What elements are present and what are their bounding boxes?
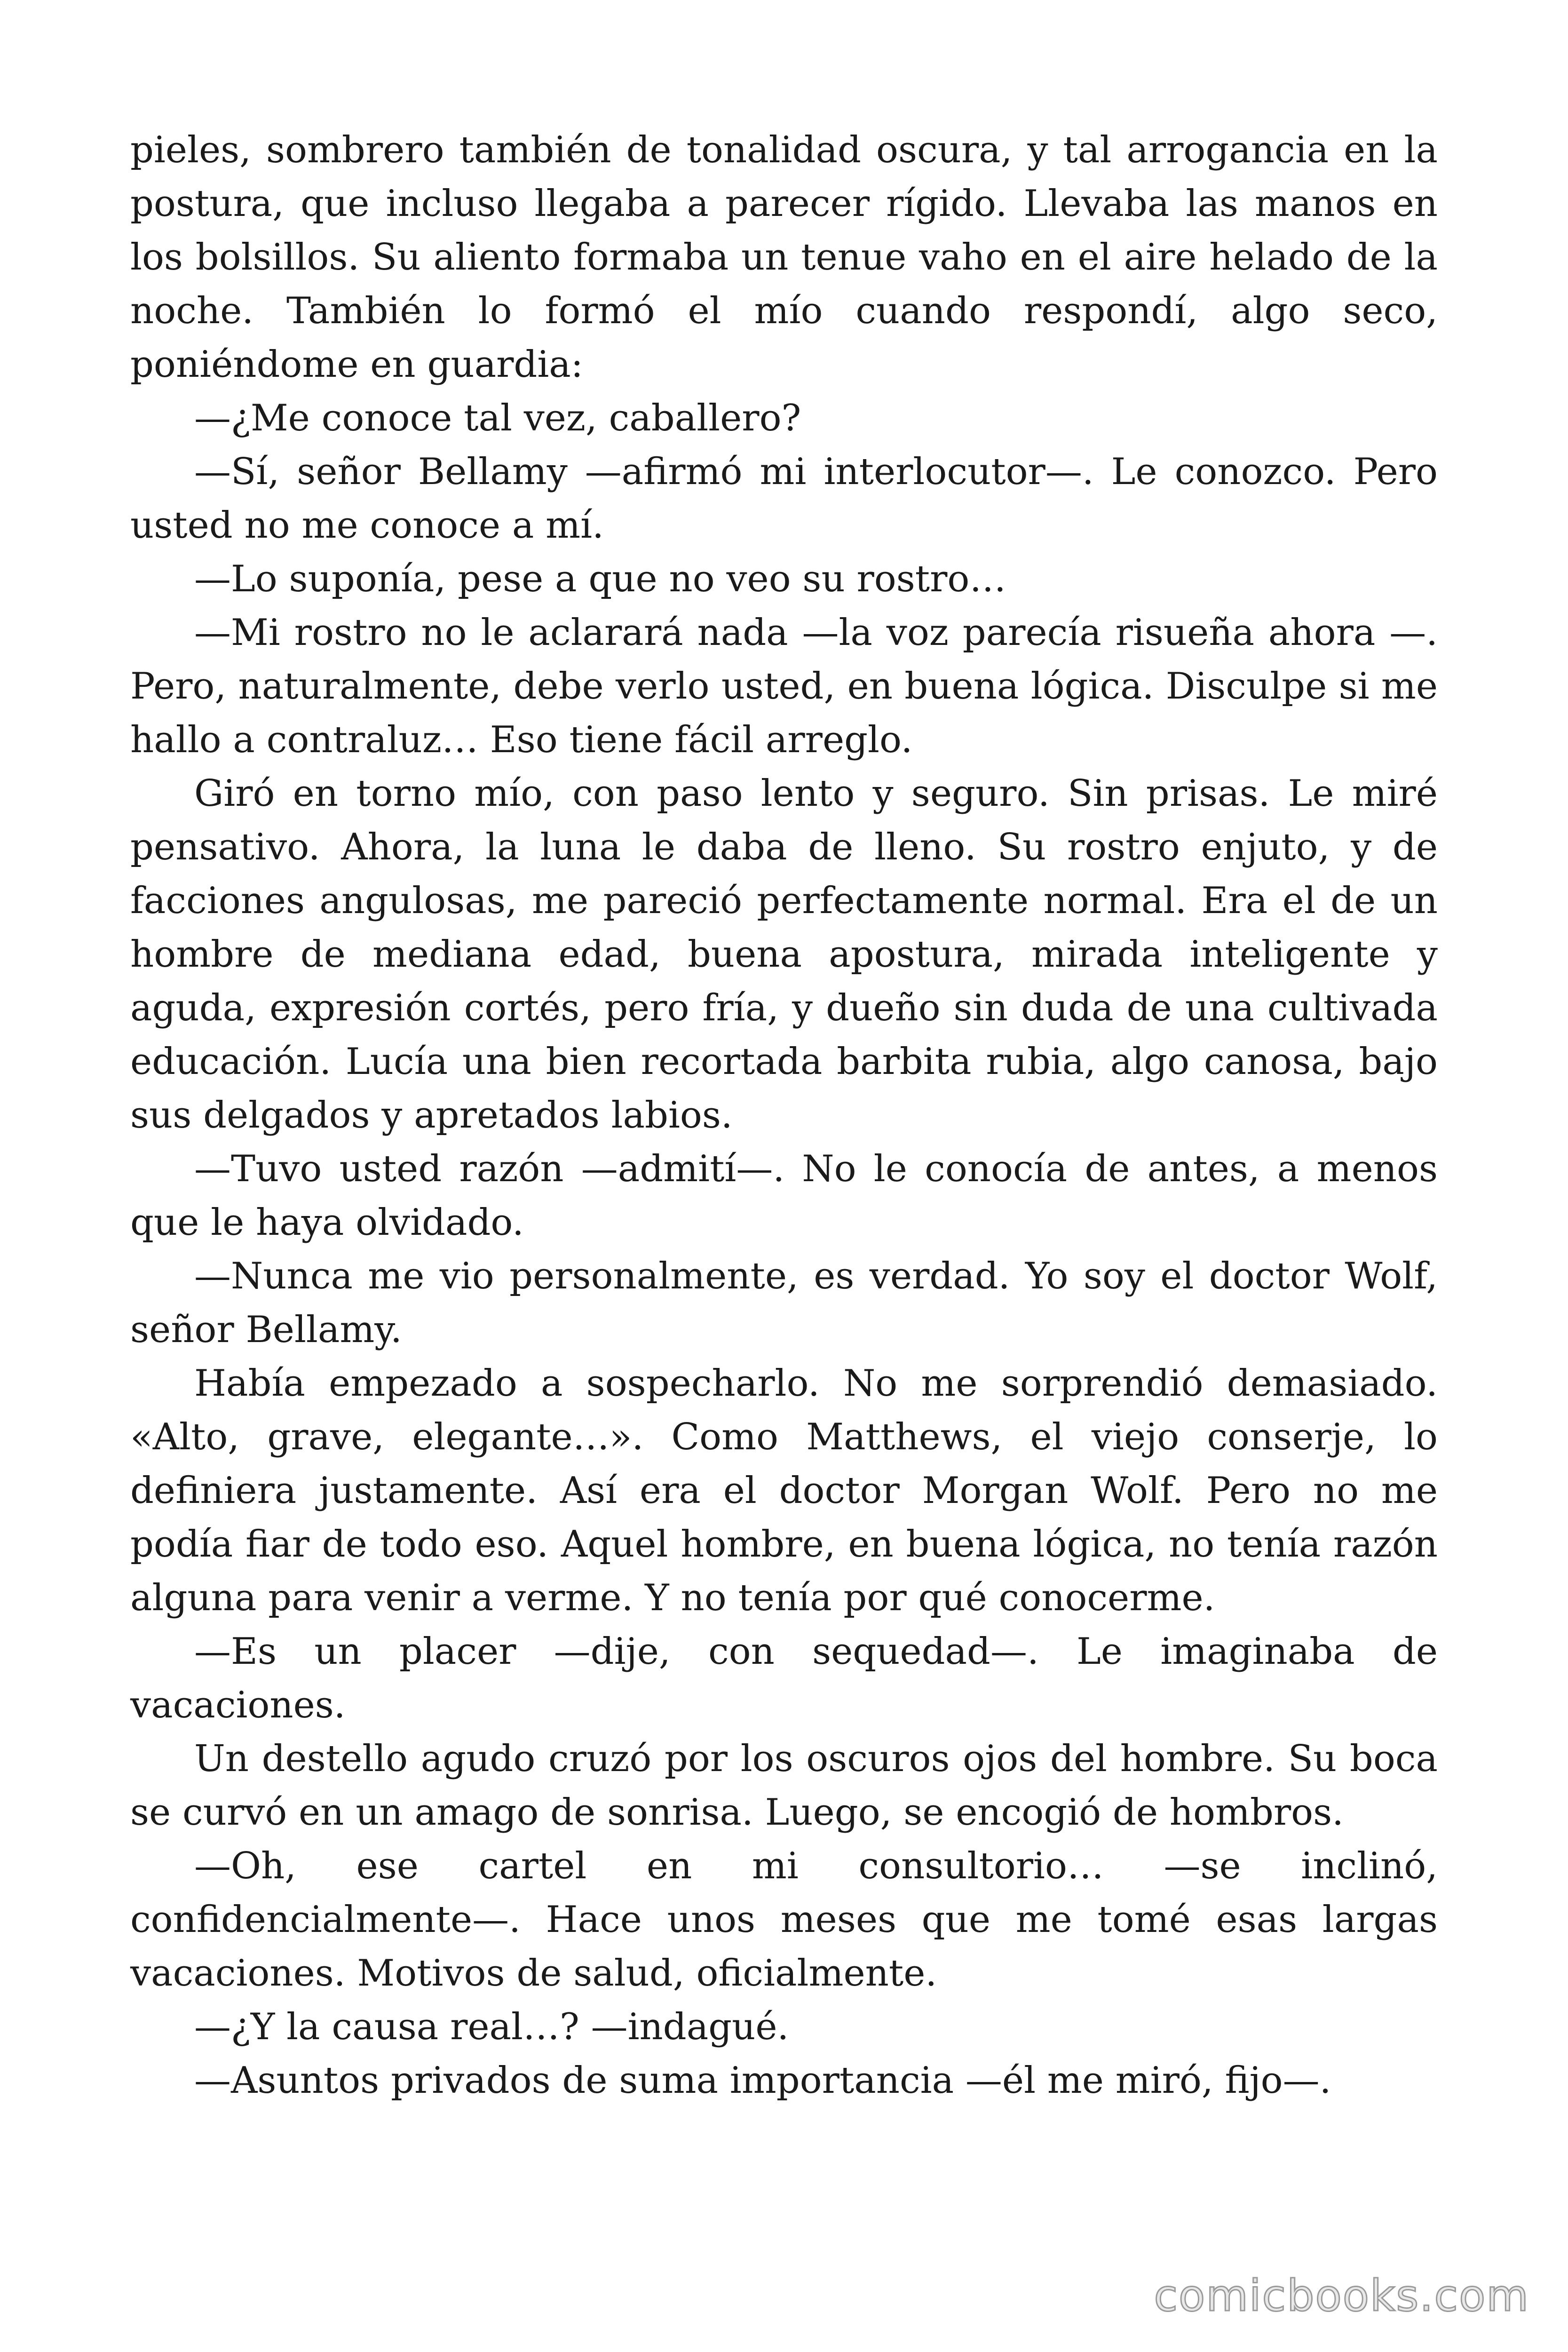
paragraph-12: —Oh, ese cartel en mi consultorio… —se inclinó, confidencialmente—. Hace unos meses que me tomé esas largas vacaciones. Motivos de salud, oficialmente. — [130, 1845, 1438, 1994]
paragraph-3: —Sí, señor Bellamy —afirmó mi interlocutor—. Le conozco. Pero usted no me conoce a mí. — [130, 451, 1438, 547]
paragraph-7: —Tuvo usted razón —admití—. No le conocía de antes, a menos que le haya olvidado. — [130, 1148, 1438, 1244]
paragraph-2: —¿Me conoce tal vez, caballero? — [194, 397, 801, 439]
paragraph-6: Giró en torno mío, con paso lento y seguro. Sin prisas. Le miré pensativo. Ahora, la luna le daba de lleno. Su rostro enjuto, y de facciones angulosas, me pareció perfectamente normal. Era el de un hombre de mediana edad, buena apostura, mirada inteligente y aguda, expresión cortés, pero fría, y dueño sin duda de una cultivada educación. Lucía una bien recortada barbita rubia, algo canosa, bajo sus delgados y apretados labios. — [130, 772, 1438, 1136]
paragraph-14: —Asuntos privados de suma importancia —él me miró, fijo—. — [194, 2059, 1331, 2102]
paragraph-13: —¿Y la causa real…? —indagué. — [194, 2006, 789, 2048]
paragraph-9: Había empezado a sospecharlo. No me sorprendió demasiado. «Alto, grave, elegante…». Como Matthews, el viejo conserje, lo definiera justamente. Así era el doctor Morgan Wolf. Pero no me podía fiar de todo eso. Aquel hombre, en buena lógica, no tenía razón alguna para venir a verme. Y no tenía por qué conocerme. — [130, 1362, 1438, 1619]
paragraph-10: —Es un placer —dije, con sequedad—. Le imaginaba de vacaciones. — [130, 1630, 1438, 1726]
watermark: comicbooks.com — [1154, 2271, 1529, 2321]
book-page-text — [130, 123, 1438, 2107]
paragraph-4: —Lo suponía, pese a que no veo su rostro… — [194, 558, 1006, 600]
paragraph-1: pieles, sombrero también de tonalidad oscura, y tal arrogancia en la postura, que incluso llegaba a parecer rígido. Llevaba las manos en los bolsillos. Su aliento formaba un tenue vaho en el aire helado de la noche. También lo formó el mío cuando respondí, algo seco, poniéndome en guardia: — [130, 129, 1438, 386]
paragraph-8: —Nunca me vio personalmente, es verdad. Yo soy el doctor Wolf, señor Bellamy. — [130, 1255, 1438, 1351]
paragraph-5: —Mi rostro no le aclarará nada —la voz parecía risueña ahora —. Pero, naturalmente, debe verlo usted, en buena lógica. Disculpe si me hallo a contraluz… Eso tiene fácil arreglo. — [130, 612, 1438, 761]
paragraph-11: Un destello agudo cruzó por los oscuros ojos del hombre. Su boca se curvó en un amago de sonrisa. Luego, se encogió de hombros. — [130, 1738, 1438, 1834]
